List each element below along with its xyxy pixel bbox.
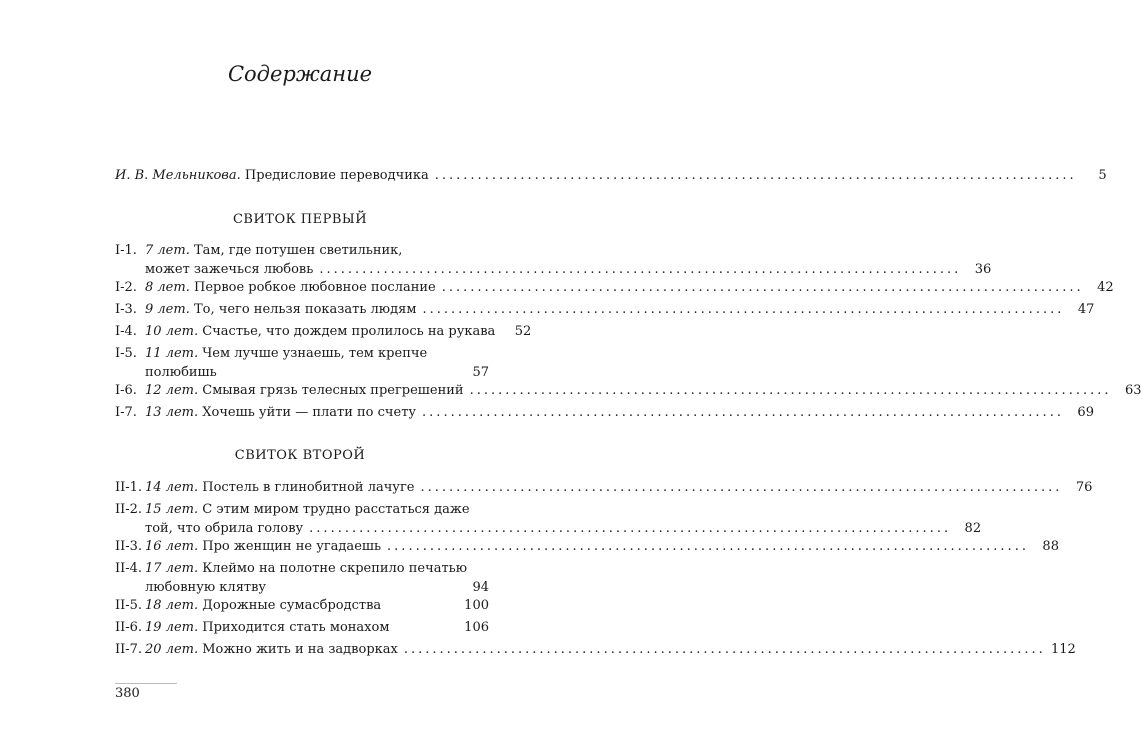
- entry-number: I-4.: [115, 324, 137, 339]
- page-number: 88: [1042, 539, 1059, 554]
- page-number: 57: [472, 365, 489, 380]
- toc-entry[interactable]: [115, 596, 489, 615]
- page-number: 106: [464, 620, 489, 635]
- dot-leader: ..........................................................................................: [319, 262, 962, 277]
- entry-age: 20 лет.: [145, 642, 199, 657]
- preface-author: И. В. Мельникова.: [115, 168, 241, 183]
- page-number: 69: [1077, 405, 1094, 420]
- toc-entry[interactable]: [115, 322, 532, 341]
- entry-age: 12 лет.: [145, 383, 199, 398]
- preface-title: Предисловие переводчика: [244, 168, 429, 183]
- entry-age: 9 лет.: [145, 302, 190, 317]
- footer-rule: [115, 683, 177, 684]
- dot-leader: ..........................................................................................: [441, 280, 1084, 295]
- entry-age: 11 лет.: [145, 346, 199, 361]
- page-number: 100: [464, 598, 489, 613]
- entry-title: Постель в глинобитной лачуге: [202, 480, 415, 495]
- entry-age: 19 лет.: [145, 620, 199, 635]
- toc-entry[interactable]: [115, 381, 1142, 400]
- entry-age: 14 лет.: [145, 480, 199, 495]
- entry-number: I-6.: [115, 383, 137, 398]
- entry-number: II-6.: [115, 620, 143, 635]
- entry-title: Первое робкое любовное послание: [193, 280, 436, 295]
- entry-title-cont: любовную клятву: [145, 580, 267, 595]
- entry-number: II-5.: [115, 598, 143, 613]
- dot-leader: ..........................................................................................: [403, 642, 1046, 657]
- page-title: Содержание: [227, 62, 373, 86]
- entry-number: II-4.: [115, 561, 143, 576]
- entry-title-cont: той, что обрила голову: [145, 521, 304, 536]
- page-number: 63: [1124, 383, 1142, 398]
- entry-age: 8 лет.: [145, 280, 190, 295]
- entry-number: I-5.: [115, 346, 137, 361]
- entry-title: Дорожные сумасбродства: [202, 598, 382, 613]
- entry-title: Счастье, что дождем пролилось на рукава: [202, 324, 496, 339]
- entry-title: Приходится стать монахом: [202, 620, 390, 635]
- dot-leader: ..........................................................................................: [422, 302, 1065, 317]
- entry-title: Смывая грязь телесных прегрешений: [202, 383, 464, 398]
- page-number: 76: [1075, 480, 1093, 495]
- toc-entry[interactable]: [115, 500, 982, 538]
- entry-age: 7 лет.: [145, 243, 190, 258]
- page-number: 47: [1077, 302, 1095, 317]
- entry-number: II-1.: [115, 480, 143, 495]
- section-title-scroll-2: СВИТОК ВТОРОЙ: [234, 448, 366, 463]
- page-number: 52: [514, 324, 532, 339]
- entry-number: II-7.: [115, 642, 143, 657]
- entry-number: I-3.: [115, 302, 137, 317]
- entry-title-cont: полюбишь: [145, 365, 217, 380]
- toc-entry[interactable]: [115, 344, 489, 382]
- toc-entry[interactable]: [115, 640, 1076, 659]
- dot-leader: ..........................................................................................: [469, 383, 1112, 398]
- toc-entry[interactable]: [115, 241, 992, 279]
- entry-number: II-3.: [115, 539, 143, 554]
- dot-leader: ..........................................................................................: [387, 539, 1029, 554]
- page-number: 5: [1098, 168, 1107, 183]
- entry-title: Там, где потушен светильник,: [193, 243, 403, 258]
- page-number: 94: [472, 580, 489, 595]
- page-number: 36: [974, 262, 992, 277]
- page-number: 82: [964, 521, 982, 536]
- toc-entry[interactable]: [115, 300, 1095, 319]
- toc-entry[interactable]: [115, 478, 1093, 497]
- entry-number: I-1.: [115, 243, 137, 258]
- entry-number: I-2.: [115, 280, 137, 295]
- dot-leader: ..........................................................................................: [434, 168, 1077, 183]
- entry-number: I-7.: [115, 405, 137, 420]
- page-number: 112: [1050, 642, 1076, 657]
- page-number: 42: [1097, 280, 1114, 295]
- toc-entry[interactable]: [115, 278, 1114, 297]
- page-folio: 380: [115, 686, 140, 701]
- entry-age: 18 лет.: [145, 598, 199, 613]
- entry-title: С этим миром трудно расстаться даже: [202, 502, 470, 517]
- toc-entry-preface[interactable]: [115, 166, 1107, 185]
- entry-title: Можно жить и на задворках: [202, 642, 398, 657]
- toc-entry[interactable]: [115, 403, 1094, 422]
- entry-age: 16 лет.: [145, 539, 199, 554]
- entry-title: То, чего нельзя показать людям: [193, 302, 417, 317]
- dot-leader: ..........................................................................................: [309, 521, 952, 536]
- entry-number: II-2.: [115, 502, 143, 517]
- toc-entry[interactable]: [115, 537, 1059, 556]
- dot-leader: ..........................................................................................: [420, 480, 1063, 495]
- toc-entry[interactable]: [115, 618, 489, 637]
- toc-entry[interactable]: [115, 559, 489, 597]
- entry-age: 15 лет.: [145, 502, 199, 517]
- section-title-scroll-1: СВИТОК ПЕРВЫЙ: [232, 212, 368, 227]
- entry-title: Чем лучше узнаешь, тем крепче: [202, 346, 428, 361]
- entry-age: 17 лет.: [145, 561, 199, 576]
- entry-title: Про женщин не угадаешь: [202, 539, 382, 554]
- dot-leader: ..........................................................................................: [422, 405, 1064, 420]
- entry-title: Клеймо на полотне скрепило печатью: [202, 561, 468, 576]
- entry-age: 10 лет.: [145, 324, 199, 339]
- entry-title: Хочешь уйти — плати по счету: [202, 405, 417, 420]
- entry-title-cont: может зажечься любовь: [145, 262, 314, 277]
- entry-age: 13 лет.: [145, 405, 199, 420]
